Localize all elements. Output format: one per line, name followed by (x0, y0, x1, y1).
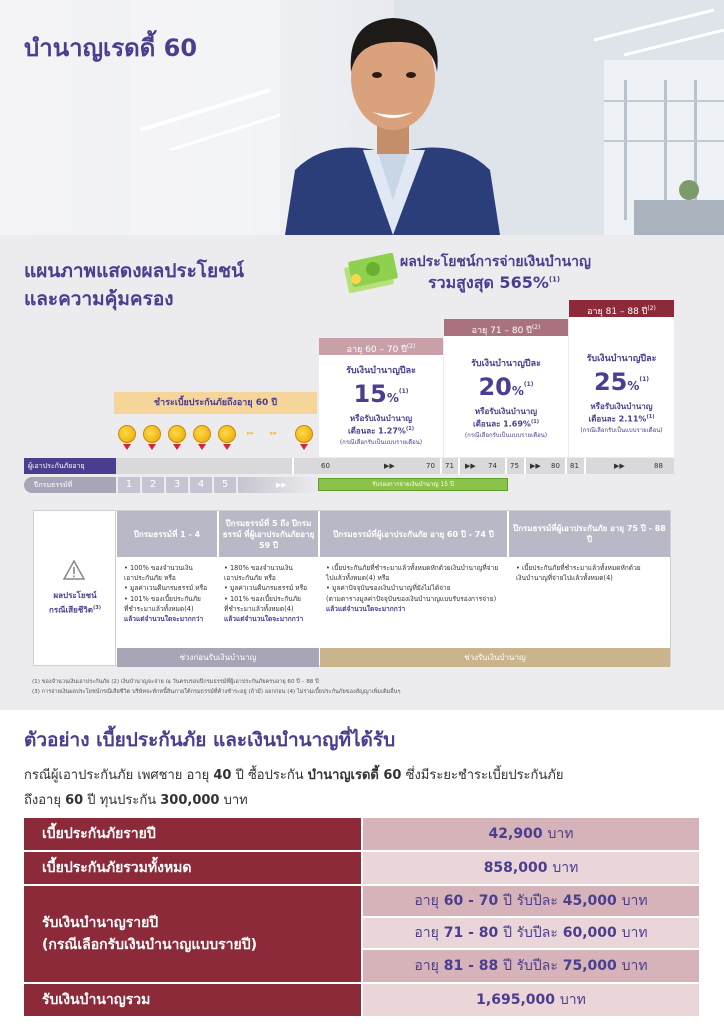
footnote-line2: (3) การจ่ายเงินผลประโยชน์กรณีเสียชีวิต บริษัทจะหักหนี้สินภายใต้กรมธรรม์ที่ค้างชำระอยู่ (ถ้ามี) ออกก่อน (4) ไม่รวมเบี้ยประกันภัยของสัญญาเพิ่มเติมอื่นๆ (32, 689, 401, 695)
age-81: 81 (570, 462, 579, 470)
product-title: บำนาญเรดดี้ 60 (24, 34, 198, 62)
age-column-1 (319, 355, 443, 457)
example-desc-line2: ถึงอายุ 60 ปี ทุนประกัน 300,000 บาท (24, 793, 248, 808)
rate-value: 25%$^{(1)}$ (593, 368, 650, 396)
businessman-photo (285, 0, 500, 235)
cell-line: • 101% ของเบี้ยประกันภัย (224, 594, 301, 603)
down-arrow-icon (148, 444, 156, 450)
pension-label-line1: รับเงินบำนาญรายปี (42, 915, 159, 931)
coin-icon (218, 425, 236, 443)
age-column-head-2: อายุ 71 – 80 ปี$^{(2)}$ (444, 319, 568, 340)
policy-year: 4 (190, 477, 212, 493)
cell-line: แล้วแต่จำนวนใดจะมากกว่า (124, 615, 204, 624)
age-column-2 (444, 336, 568, 457)
footnotes (32, 677, 692, 697)
annual-pension-label (24, 886, 361, 982)
example-description (24, 763, 704, 813)
age-71: 71 (445, 462, 454, 470)
cell-line: • 180% ของจำนวนเงิน (224, 564, 293, 572)
warning-icon (62, 559, 86, 581)
alt-note: (กรณีเลือกรับเป็นแบบรายเดือน) (580, 426, 663, 434)
cell-line: เอาประกันภัย หรือ (124, 574, 176, 583)
age-74: 74 (488, 462, 497, 470)
pre-pension-period: ช่วงก่อนรับเงินบำนาญ (117, 648, 319, 667)
example-desc-line1: กรณีผู้เอาประกันภัย เพศชาย อายุ 40 ปี ซื้อประกัน บำนาญเรดดี้ 60 ซึ่งมีระยะชำระเบี้ยประกันภัย (24, 768, 564, 783)
annual-premium-label: เบี้ยประกันภัยรายปี (24, 818, 361, 850)
cell-line: • เบี้ยประกันภัยที่ชำระมาแล้วทั้งหมดหักด้วยเงินบำนาญที่จ่าย (326, 564, 499, 572)
down-arrow-icon (300, 444, 308, 450)
dots-icon: ▶▶ (465, 462, 476, 470)
cell-line: แล้วแต่จำนวนใดจะมากกว่า (224, 615, 304, 624)
coin-icon (168, 425, 186, 443)
dots-icon: ▶▶ (530, 462, 541, 470)
rate-label: รับเงินบำนาญปีละ (346, 366, 416, 376)
insured-age-row (24, 458, 674, 474)
total-pension-value: 1,695,000 บาท (363, 984, 699, 1016)
age-row-label: ผู้เอาประกันภัยอายุ (24, 458, 116, 474)
age-75: 75 (510, 462, 519, 470)
max-benefit-value: รวมสูงสุด 565%$^{(1)}$ (428, 273, 561, 292)
down-arrow-icon (198, 444, 206, 450)
table-cell-1 (124, 563, 218, 624)
age-separator (292, 458, 294, 474)
policy-year: 3 (166, 477, 188, 493)
alt-label: หรือรับเงินบำนาญ (474, 407, 538, 416)
coin-icon (295, 425, 313, 443)
policy-year-row (24, 477, 674, 493)
cell-line: เงินบำนาญที่จ่ายไปแล้วทั้งหมด(4) (516, 574, 613, 583)
benefit-section (0, 235, 724, 710)
benefit-title-line1: แผนภาพแสดงผลประโยชน์ (24, 260, 245, 282)
total-premium-value: 858,000 บาท (363, 852, 699, 884)
rate-value: 20%$^{(1)}$ (478, 373, 534, 401)
example-title: ตัวอย่าง เบี้ยประกันภัย และเงินบำนาญที่ได้รับ (24, 729, 396, 751)
pension-row-2: อายุ 71 - 80 ปี รับปีละ 60,000 บาท (363, 918, 699, 948)
policy-year: 2 (142, 477, 164, 493)
alt-label: หรือรับเงินบำนาญ (590, 402, 653, 411)
total-premium-label: เบี้ยประกันภัยรวมทั้งหมด (24, 852, 361, 884)
table-head-3: ปีกรมธรรม์ที่ผู้เอาประกันภัย อายุ 60 ปี - 74 ปี (320, 511, 507, 557)
alt-monthly: เดือนละ 1.27%$^{(1)}$ (347, 426, 414, 436)
table-head-2: ปีกรมธรรม์ที่ 5 ถึง ปีกรมธรรม์ ที่ผู้เอาประกันภัยอายุ 59 ปี (219, 511, 318, 557)
down-arrow-icon (223, 444, 231, 450)
down-arrow-icon (123, 444, 131, 450)
table-cell-3 (326, 563, 506, 614)
age-separator (458, 458, 460, 474)
coin-icon (193, 425, 211, 443)
guaranteed-payout-bar: รับรองการจ่ายเงินบำนาญ 15 ปี (318, 478, 508, 491)
age-80: 80 (551, 462, 560, 470)
death-benefit-label (34, 589, 116, 617)
table-cell-2 (224, 563, 318, 624)
coin-icon (118, 425, 136, 443)
age-column-3 (569, 317, 674, 457)
cell-line: • มูลค่าปัจจุบันของเงินบำนาญที่ยังไม่ได้จ่าย (326, 584, 451, 593)
cell-line: • มูลค่าเวนคืนกรมธรรม์ หรือ (224, 584, 308, 593)
cell-line: • 100% ของจำนวนเงิน (124, 564, 193, 572)
year-row-label: ปีกรมธรรม์ที่ (24, 477, 116, 493)
pension-period: ช่วงรับเงินบำนาญ (320, 648, 670, 667)
cell-line: • เบี้ยประกันภัยที่ชำระมาแล้วทั้งหมดหักด้วย (516, 564, 641, 572)
age-70: 70 (426, 462, 435, 470)
cell-line: เอาประกันภัย หรือ (224, 574, 276, 583)
rate-value: 15%$^{(1)}$ (353, 380, 409, 408)
footnote-line1: (1) ของจำนวนเงินเอาประกันภัย (2) เงินบำนาญจะจ่าย ณ วันครบรอบปีกรมธรรม์ที่ผู้เอาประกันภัยครบอายุ 60 ปี – 88 ปี (32, 679, 319, 685)
alt-label: หรือรับเงินบำนาญ (349, 414, 413, 423)
dots-icon: ▶▶ (276, 481, 287, 489)
table-cell-4 (516, 563, 668, 583)
cell-line: (ตามตารางมูลค่าปัจจุบันของเงินบำนาญแบบรับรองการจ่าย) (326, 594, 497, 603)
alt-monthly: เดือนละ 1.69%$^{(1)}$ (472, 419, 539, 429)
age-separator (440, 458, 442, 474)
coin-icon (143, 425, 161, 443)
money-icon (342, 249, 402, 293)
age-60: 60 (321, 462, 330, 470)
premium-payment-banner: ชำระเบี้ยประกันภัยถึงอายุ 60 ปี (114, 392, 317, 414)
dots-icon: ▸▸ (270, 429, 278, 437)
benefit-section-title (24, 257, 244, 313)
death-benefit-table (33, 510, 671, 666)
alt-monthly: เดือนละ 2.11%$^{(1)}$ (588, 414, 655, 424)
policy-year: 5 (214, 477, 236, 493)
side-line1: ผลประโยชน์ (53, 591, 97, 600)
table-head-4: ปีกรมธรรม์ที่ผู้เอาประกันภัย อายุ 75 ปี - 88 ปี (509, 511, 670, 557)
pension-row-3: อายุ 81 - 88 ปี รับปีละ 75,000 บาท (363, 950, 699, 982)
age-88: 88 (654, 462, 663, 470)
rate-label: รับเงินบำนาญปีละ (471, 359, 541, 369)
hero-banner (0, 0, 724, 235)
age-separator (565, 458, 567, 474)
age-column-head-1: อายุ 60 – 70 ปี$^{(2)}$ (319, 338, 443, 359)
rate-label: รับเงินบำนาญปีละ (586, 354, 657, 364)
max-benefit-label: ผลประโยชน์การจ่ายเงินบำนาญ (400, 254, 591, 270)
age-separator (505, 458, 507, 474)
dots-icon: ▶▶ (614, 462, 625, 470)
age-separator (524, 458, 526, 474)
cell-line: ที่ชำระมาแล้วทั้งหมด(4) (124, 604, 194, 613)
down-arrow-icon (173, 444, 181, 450)
benefit-title-line2: และความคุ้มครอง (24, 288, 174, 310)
cell-line: แล้วแต่จำนวนใดจะมากกว่า (326, 604, 406, 613)
table-head-1: ปีกรมธรรม์ที่ 1 - 4 (117, 511, 217, 557)
age-column-head-3: อายุ 81 – 88 ปี$^{(2)}$ (569, 300, 674, 321)
cell-line: ที่ชำระมาแล้วทั้งหมด(4) (224, 604, 294, 613)
total-pension-label: รับเงินบำนาญรวม (24, 984, 361, 1016)
alt-note: (กรณีเลือกรับเป็นแบบรายเดือน) (464, 431, 548, 439)
dots-icon: ▸▸ (247, 429, 255, 437)
pension-row-1: อายุ 60 - 70 ปี รับปีละ 45,000 บาท (363, 886, 699, 916)
death-benefit-side (34, 511, 116, 665)
pension-label-line2: (กรณีเลือกรับเงินบำนาญแบบรายปี) (42, 937, 258, 953)
cell-line: • 101% ของเบี้ยประกันภัย (124, 594, 201, 603)
dots-icon: ▶▶ (384, 462, 395, 470)
alt-note: (กรณีเลือกรับเป็นแบบรายเดือน) (339, 438, 423, 446)
cell-line: • มูลค่าเวนคืนกรมธรรม์ หรือ (124, 584, 208, 593)
side-line2: กรณีเสียชีวิต$^{(3)}$ (48, 605, 102, 615)
age-separator (584, 458, 586, 474)
policy-year: 1 (118, 477, 140, 493)
annual-premium-value: 42,900 บาท (363, 818, 699, 850)
cell-line: ไปแล้วทั้งหมด(4) หรือ (326, 574, 390, 583)
